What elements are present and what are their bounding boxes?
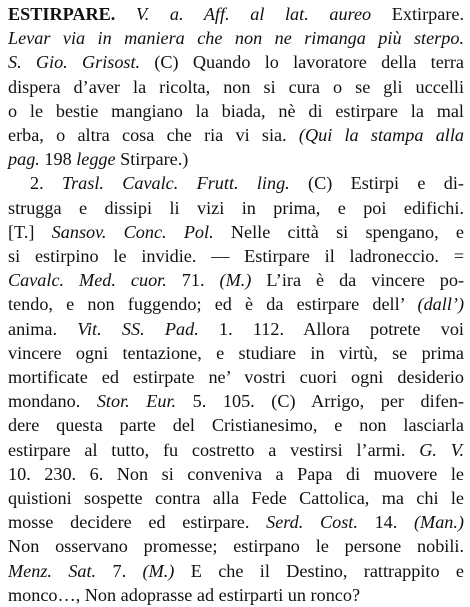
text-run: si estirpino le invidie. — Estirpare il ladroneccio. = [8,246,464,267]
text-run: erba, o altra cosa che ria vi sia. [8,125,299,146]
text-line [8,534,464,558]
text-run: (C) Estirpi e di- [289,173,464,194]
text-run: vincere ogni tentazione, e studiare in virtù, se prima [8,342,464,363]
text-run: o le bestie mangiano la biada, nè di estirpare la mal [8,100,464,121]
text-line [8,50,464,74]
italic-citation: Serd. Cost. [266,512,358,533]
italic-citation: Stor. Eur. [96,391,177,412]
text-run: Extirpare. [371,4,464,24]
italic-citation: legge [76,149,116,170]
text-run: 198 [39,149,77,170]
definition-section [8,2,464,171]
italic-citation: V. a. Aff. al lat. aureo [135,4,372,24]
text-run: monco…, Non adoprasse ad estirparti un ronco? [8,584,361,605]
text-run: estirpare al tutto, fu costretto a vestirsi l’armi. [8,439,420,460]
text-run: 1. 112. Allora potrete voi [198,318,464,339]
italic-citation: (M.) [142,560,175,581]
text-run: mortificate ed estirpate ne’ vostri cuori ogni desiderio [8,367,464,388]
text-line [8,292,464,316]
text-line [8,26,464,50]
text-line [8,438,464,462]
text-run: mondano. [8,391,97,412]
text-line [8,389,464,413]
text-run: quistioni sospette contra alla Fede Cattolica, ma chi le [8,488,464,509]
text-line [8,244,464,268]
text-run: Non osservano promesse; estirpano le persone nobili. [8,536,464,557]
text-run: strugga e dissipi li vizi in prima, e poi edifichi. [8,197,464,218]
text-run: 10. 230. 6. Non si conveniva a Papa di muovere le [8,463,464,484]
text-run: dere questa parte del Cristianesimo, e non lasciarla [8,415,464,436]
text-line [8,413,464,437]
text-line [8,317,464,341]
text-line [8,2,464,26]
text-run: [T.] [8,221,52,242]
text-run: 7. [96,560,143,581]
text-line [8,341,464,365]
text-run: 5. 105. (C) Arrigo, per difen- [176,391,464,412]
italic-citation: Menz. Sat. [8,560,97,581]
text-line [8,559,464,583]
italic-citation: Vit. SS. Pad. [77,318,199,339]
text-run: L’ira è da vincere po- [251,270,465,291]
italic-citation: (Man.) [413,512,464,533]
italic-citation: (M.) [219,270,252,291]
text-run: 14. [357,512,414,533]
text-run [115,4,136,24]
text-run: tendo, e non fuggendo; ed è da estirpare dell’ [8,294,418,315]
italic-citation: Trasl. Cavalc. Frutt. ling. [61,173,290,194]
italic-citation: (Qui la stampa alla [298,125,464,146]
italic-citation: G. V. [419,439,465,460]
italic-citation: pag. [8,149,40,170]
text-run: Nelle città si spengano, e [213,221,465,242]
italic-citation: Sansov. Conc. Pol. [51,221,214,242]
text-line [8,196,464,220]
sense-2-section [8,171,464,607]
text-line [8,220,464,244]
text-run: 2. [30,173,62,194]
italic-citation: Cavalc. Med. cuor. [8,270,167,291]
text-line [8,147,464,171]
dictionary-entry-estirpare [8,2,464,607]
text-run: 71. [166,270,220,291]
italic-citation: (dall’) [417,294,464,315]
text-run: anima. [8,318,78,339]
text-line [8,510,464,534]
italic-citation: S. Gio. Grisost. [8,52,141,73]
text-line [8,75,464,99]
text-line [8,365,464,389]
text-line [8,123,464,147]
italic-citation: Levar via in maniera che non ne rimanga più sterpo. [8,28,464,49]
text-run: dispera d’aver la ricolta, non si cura o se gli uccelli [8,76,464,97]
headword: ESTIRPARE. [8,4,116,24]
text-line [8,486,464,510]
text-run: E che il Destino, rattrappito e [174,560,465,581]
text-line [8,99,464,123]
text-line [8,462,464,486]
text-line [8,268,464,292]
text-run: Stirpare.) [115,149,189,170]
text-line [8,171,464,195]
text-run: mosse decidere ed estirpare. [8,512,267,533]
text-line [8,583,464,607]
text-run: (C) Quando lo lavoratore della terra [140,52,464,73]
